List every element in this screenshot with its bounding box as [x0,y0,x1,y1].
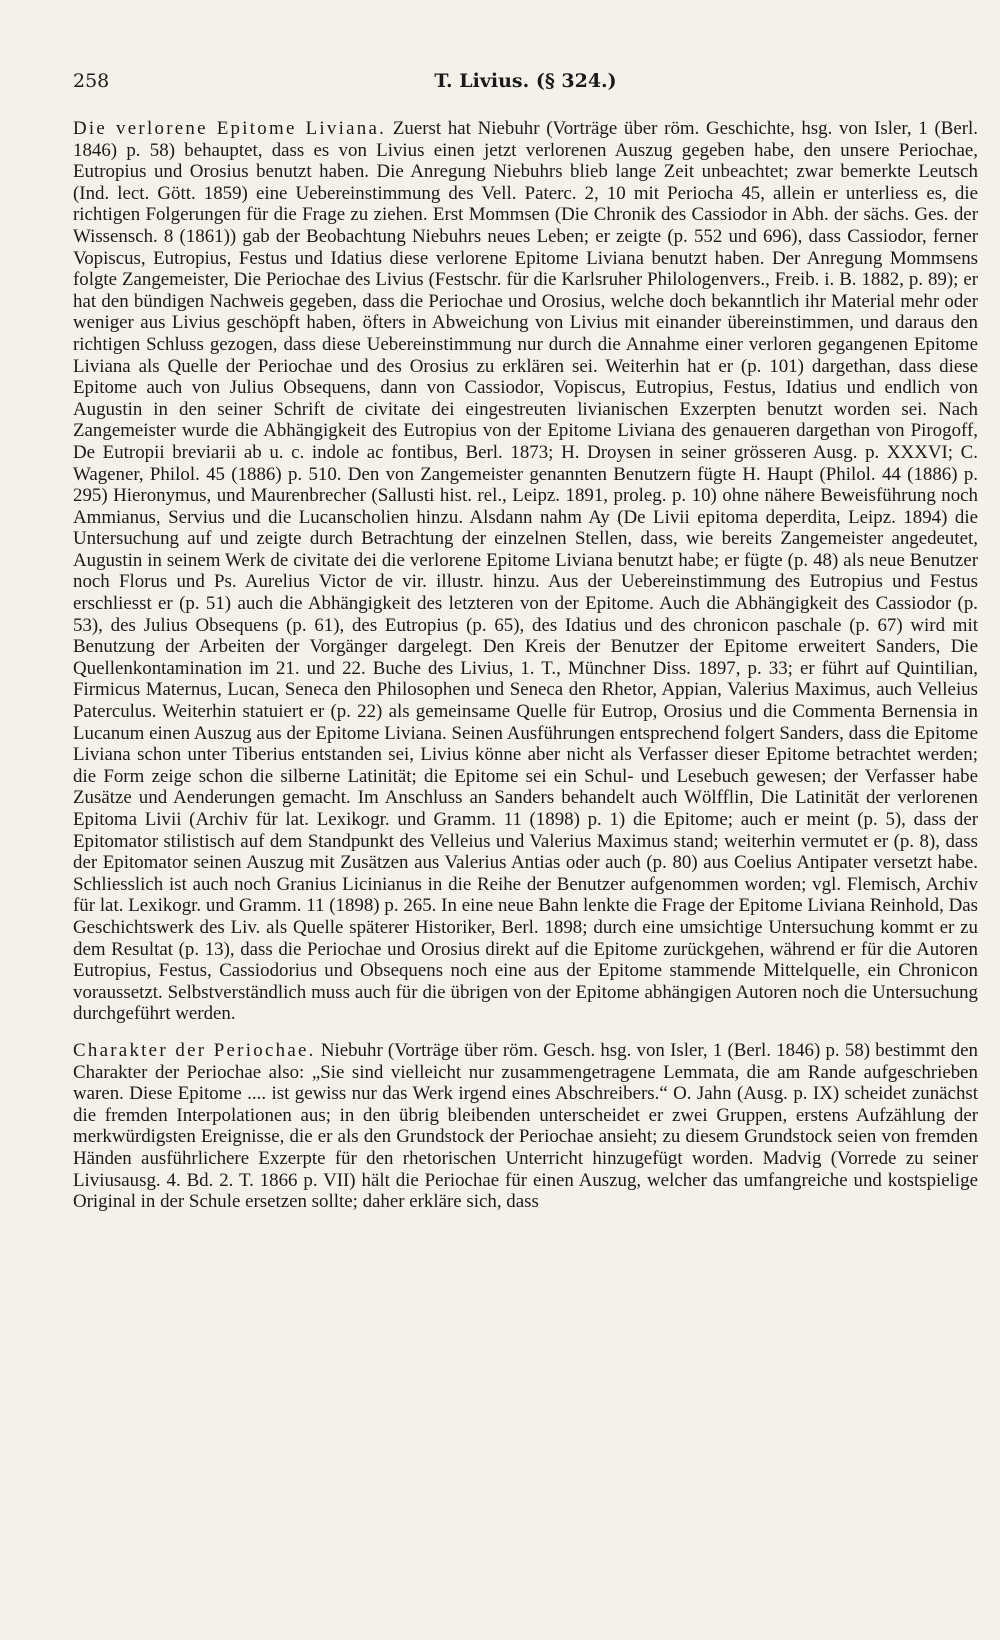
page-header [73,70,978,110]
paragraph-text: Niebuhr (Vorträge über röm. Gesch. hsg. von Isler, 1 (Berl. 1846) p. 58) bestimmt den Charakter der Periochae also: „Sie sind vielleicht nur zusammengetragene Lemmata, die am Rande aufgeschrieben waren. Diese Epitome .... ist gewiss nur das Werk irgend eines Abschreibers.“ O. Jahn (Ausg. p. IX) scheidet zunächst die fremden Interpolationen aus; in den übrig bleibenden unterscheidet er zwei Gruppen, erstens Aufzählung der merkwürdigsten Ereignisse, die er als den Grundstock der Periochae ansieht; zu diesem Grundstock seien von fremden Händen ausführlichere Exzerpte für den rhetorischen Unterricht hinzugefügt worden. Madvig (Vorrede zu seiner Liviusausg. 4. Bd. 2. T. 1866 p. VII) hält die Periochae für einen Auszug, welcher das umfangreiche und kostspielige Original in der Schule ersetzen sollte; daher erkläre sich, dass [73,1039,978,1213]
page-body [73,118,978,1213]
paragraph-text: Zuerst hat Niebuhr (Vorträge über röm. Geschichte, hsg. von Isler, 1 (Berl. 1846) p. 58) behauptet, dass es von Livius einen jetzt verlorenen Auszug gegeben habe, den unsere Periochae, Eutropius und Orosius benutzt haben. Die Anregung Niebuhrs blieb lange Zeit unbeachtet; zwar bemerkte Leutsch (Ind. lect. Gött. 1859) eine Uebereinstimmung des Vell. Paterc. 2, 10 mit Periocha 45, allein er unterliess es, die richtigen Folgerungen für die Frage zu ziehen. Erst Mommsen (Die Chronik des Cassiodor in Abh. der sächs. Ges. der Wissensch. 8 (1861)) gab der Beobachtung Niebuhrs neues Leben; er zeigte (p. 552 und 696), dass Cassiodor, ferner Vopiscus, Eutropius, Festus und Idatius diese verlorene Epitome Liviana benutzt haben. Der Anregung Mommsens folgte Zangemeister, Die Periochae des Livius (Festschr. für die Karlsruher Philologenvers., Freib. i. B. 1882, p. 89); er hat den bündigen Nachweis gegeben, dass die Periochae und Orosius, welche doch bekanntlich ihr Material mehr oder weniger aus Livius geschöpft haben, öfters in Abweichung von Livius mit einander übereinstimmen, und daraus den richtigen Schluss gezogen, dass diese Uebereinstimmung nur durch die Annahme einer verloren gegangenen Epitome Liviana als Quelle der Periochae und des Orosius zu erklären sei. Weiterhin hat er (p. 101) dargethan, dass diese Epitome auch von Julius Obsequens, dann von Cassiodor, Vopiscus, Eutropius, Festus, Idatius und endlich von Augustin in den seiner Schrift de civitate dei eingestreuten livianischen Exzerpten benutzt worden sei. Nach Zangemeister wurde die Abhängigkeit des Eutropius von der Epitome Liviana des genaueren dargethan von Pirogoff, De Eutropii breviarii ab u. c. indole ac fontibus, Berl. 1873; H. Droysen in seiner grösseren Ausg. p. XXXVI; C. Wagener, Philol. 45 (1886) p. 510. Den von Zangemeister genannten Benutzern fügte H. Haupt (Philol. 44 (1886) p. 295) Hieronymus, und Maurenbrecher (Sallusti hist. rel., Leipz. 1891, proleg. p. 10) ohne nähere Beweisführung noch Ammianus, Servius und die Lucanscholien hinzu. Alsdann nahm Ay (De Livii epitoma deperdita, Leipz. 1894) die Untersuchung auf und zeigte durch Betrachtung der einzelnen Stellen, dass, wie bereits Zangemeister angedeutet, Augustin in seinem Werk de civitate dei die verlorene Epitome Liviana benutzt habe; er fügte (p. 48) als neue Benutzer noch Florus und Ps. Aurelius Victor de vir. illustr. hinzu. Aus der Uebereinstimmung des Eutropius und Festus erschliesst er (p. 51) auch die Abhängigkeit des letzteren von der Epitome. Auch die Abhängigkeit des Cassiodor (p. 53), des Julius Obsequens (p. 61), des Eutropius (p. 65), des Idatius und des chronicon paschale (p. 67) wird mit Benutzung der Arbeiten der Vorgänger dargelegt. Den Kreis der Benutzer der Epitome erweitert Sanders, Die Quellenkontamination im 21. und 22. Buche des Livius, 1. T., Münchner Diss. 1897, p. 33; er führt auf Quintilian, Firmicus Maternus, Lucan, Seneca den Philosophen und Seneca den Rhetor, Appian, Valerius Maximus, auch Velleius Paterculus. Weiterhin statuiert er (p. 22) als gemeinsame Quelle für Eutrop, Orosius und die Commenta Bernensia in Lucanum einen Auszug aus der Epitome Liviana. Seinen Ausführungen entsprechend folgert Sanders, dass die Epitome Liviana schon unter Tiberius entstanden sei, Livius könne aber nicht als Verfasser dieser Epitome betrachtet werden; die Form zeige schon die silberne Latinität; die Epitome sei ein Schul- und Lesebuch gewesen; der Verfasser habe Zusätze und Aenderungen gemacht. Im Anschluss an Sanders behandelt auch Wölfflin, Die Latinität der verlorenen Epitoma Livii (Archiv für lat. Lexikogr. und Gramm. 11 (1898) p. 1) die Epitome; auch er meint (p. 5), dass der Epitomator stilistisch auf dem Standpunkt des Velleius und Valerius Maximus stand; weiterhin vermutet er (p. 8), dass der Epitomator seinen Auszug mit Zusätzen aus Valerius Antias oder auch (p. 80) aus Coelius Antipater versetzt habe. Schliesslich ist auch noch Granius Licinianus in die Reihe der Benutzer aufgenommen worden; vgl. Flemisch, Archiv für lat. Lexikogr. und Gramm. 11 (1898) p. 265. In eine neue Bahn lenkte die Frage der Epitome Liviana Reinhold, Das Geschichtswerk des Liv. als Quelle späterer Historiker, Berl. 1898; durch eine umsichtige Untersuchung kommt er zu dem Resultat (p. 13), dass die Periochae und Orosius direkt auf die Epitome zurückgehen, während er für die Autoren Eutropius, Festus, Cassiodorius und Obsequens noch eine aus der Epitome stammende Mittelquelle, ein Chronicon voraussetzt. Selbstverständlich muss auch für die übrigen von der Epitome abhängigen Autoren noch die Untersuchung durchgeführt werden. [73,118,978,1025]
page-number: 258 [73,70,110,92]
paragraph-charakter-periochae [73,1040,978,1213]
paragraph-epitome-liviana [73,118,978,1025]
section-lead: Charakter der Periochae. [73,1039,316,1061]
running-head: T. Livius. (§ 324.) [434,70,617,92]
section-lead: Die verlorene Epitome Liviana. [73,118,387,139]
